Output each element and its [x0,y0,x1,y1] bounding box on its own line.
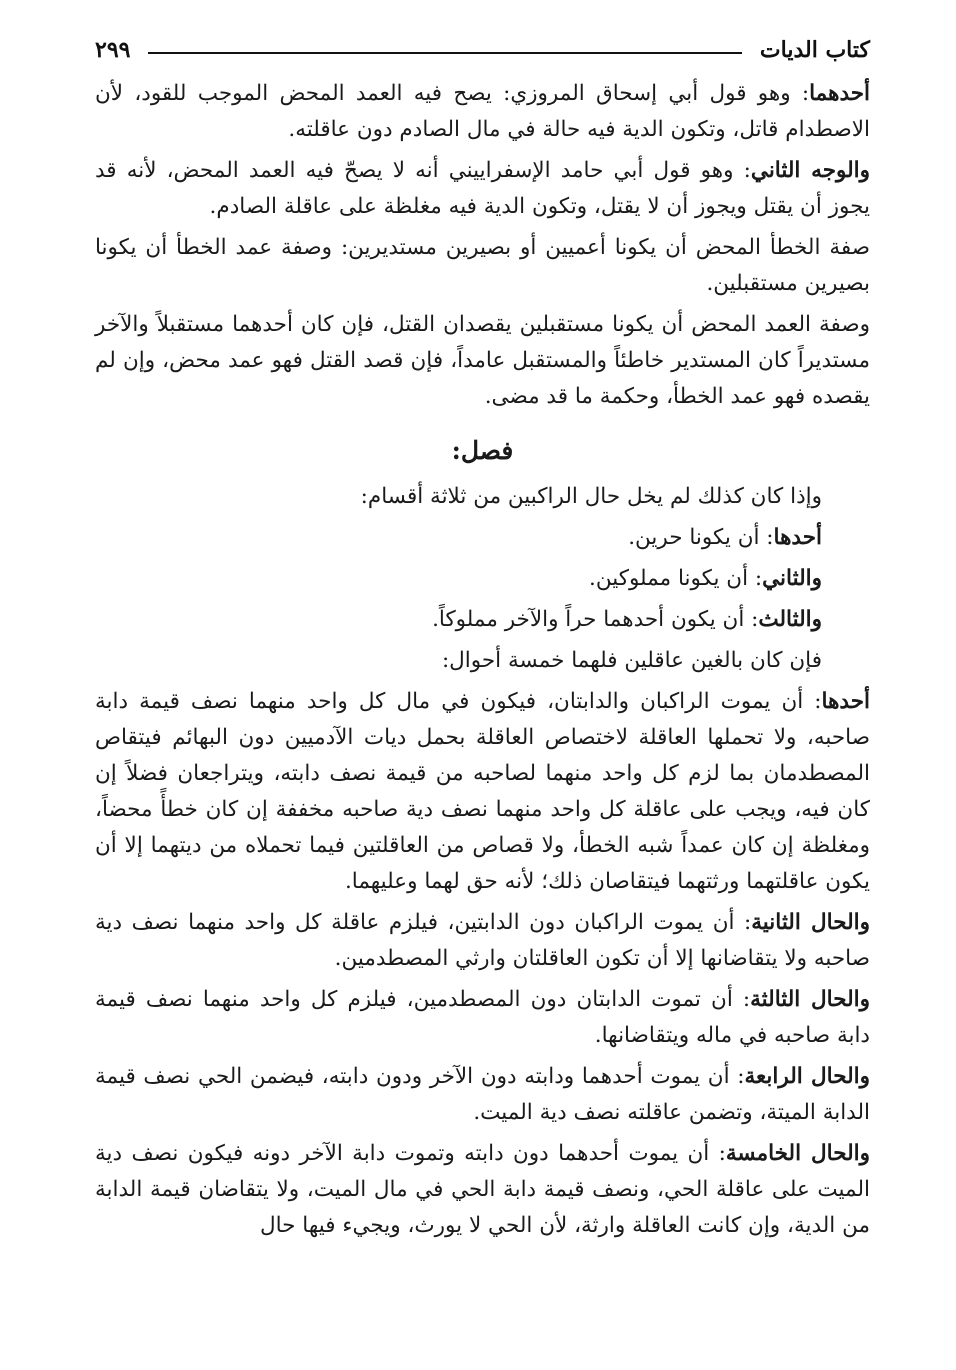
paragraph-text: : أن يموت الراكبان دون الدابتين، فيلزم عاقلة كل واحد منهما نصف دية صاحبه ولا يتقاضانها إلا أن تكون العاقلتان وارثي المصطدمين. [95,910,870,971]
paragraph-lead: والحال الثانية [751,910,870,935]
paragraph-lead: والوجه الثاني [750,158,870,183]
header-title: كتاب الديات [759,37,870,63]
paragraph-text: وصفة العمد المحض أن يكونا مستقبلين يقصدان القتل، فإن كان أحدهما مستقبلاً والآخر مستديراً كان المستدير خاطئاً والمستقبل عامداً، فإن قصد القتل فهو عمد محض، وإن لم يقصده فهو عمد الخطأ، وحكمة ما قد مضى. [95,312,870,409]
paragraph [95,479,870,515]
paragraph-lead: والحال الخامسة [725,1141,871,1166]
paragraph [95,153,870,225]
section-title: فصل: [451,436,514,465]
paragraph-lead: والثالث [758,607,822,632]
book-page [95,30,870,1249]
paragraph-text: : أن يكونا مملوكين. [589,566,763,591]
page-content [95,76,870,1244]
paragraph-text: : أن تموت الدابتان دون المصطدمين، فيلزم كل واحد منهما نصف قيمة دابة صاحبه في ماله ويتقاضانها. [95,987,870,1048]
paragraph [95,230,870,302]
paragraph-lead: والحال الرابعة [744,1064,870,1089]
running-header [95,30,870,70]
paragraph-lead: والحال الثالثة [750,987,871,1012]
paragraph-text: : وهو قول أبي إسحاق المروزي: يصح فيه العمد المحض الموجب للقود، لأن الاصطدام قاتل، وتكون الدية فيه حالة في مال الصادم دون عاقلته. [95,81,870,142]
paragraph-text: وإذا كان كذلك لم يخل حال الراكبين من ثلاثة أقسام: [360,484,822,509]
paragraph [95,1059,870,1131]
paragraph-lead: والثاني [762,566,822,591]
paragraph-text: صفة الخطأ المحض أن يكونا أعميين أو بصيرين مستديرين: وصفة عمد الخطأ أن يكونا بصيرين مستقبلين. [95,235,870,296]
paragraph [95,643,870,679]
paragraph-text: فإن كان بالغين عاقلين فلهما خمسة أحوال: [441,648,822,673]
paragraph [95,520,870,556]
paragraph [95,602,870,638]
paragraph [95,684,870,900]
paragraph [95,76,870,148]
page-number: ٢٩٩ [95,37,131,63]
paragraph [95,307,870,415]
paragraph [95,561,870,597]
paragraph-text: : أن يكونا حرين. [628,525,774,550]
paragraph [95,905,870,977]
paragraph [95,1136,870,1244]
paragraph-lead: أحدهما [809,81,870,106]
paragraph-text: : أن يكون أحدهما حراً والآخر مملوكاً. [432,607,759,632]
paragraph-text: : أن يموت الراكبان والدابتان، فيكون في مال كل واحد منهما نصف قيمة دابة صاحبه، ولا تحملها العاقلة لاختصاص العاقلة بحمل ديات الآدميين دون البهائم فيتقاص المصطدمان بما لزم كل واحد منهما لصاحبه من قيمة نصف دابته، ويتراجعان فضلاً إن كان فيه، ويجب على عاقلة كل واحد منهما نصف دية صاحبه مخففة إن كان خطأً محضاً، ومغلظة إن كان عمداً شبه الخطأ، ولا قصاص من العاقلتين فيما تحملاه من ديتهما إلا أن يكون عاقلتهما ورثتهما فيتقاصان ذلك؛ لأنه حق لهما وعليهما. [95,689,870,894]
paragraph-text: : وهو قول أبي حامد الإسفراييني أنه لا يصحّ فيه العمد المحض، لأنه قد يجوز أن يقتل ويجوز أن لا يقتل، وتكون الدية فيه مغلظة على عاقلة الصادم. [95,158,870,219]
paragraph-lead: أحدها [821,689,870,714]
paragraph-text: : أن يموت أحدهما دون دابته وتموت دابة الآخر دونه فيكون نصف دية الميت على عاقلة الحي، ونصف قيمة دابة الحي في مال الميت، ولا يتقاضان قيمة الدابة من الدية، وإن كانت العاقلة وارثة، لأن الحي لا يورث، ويجيء فيها حال [95,1141,870,1238]
paragraph-text: : أن يموت أحدهما ودابته دون الآخر ودون دابته، فيضمن الحي نصف قيمة الدابة الميتة، وتضمن عاقلته نصف دية الميت. [95,1064,870,1125]
paragraph [95,982,870,1054]
header-rule [148,52,741,54]
paragraph-lead: أحدها [773,525,822,550]
